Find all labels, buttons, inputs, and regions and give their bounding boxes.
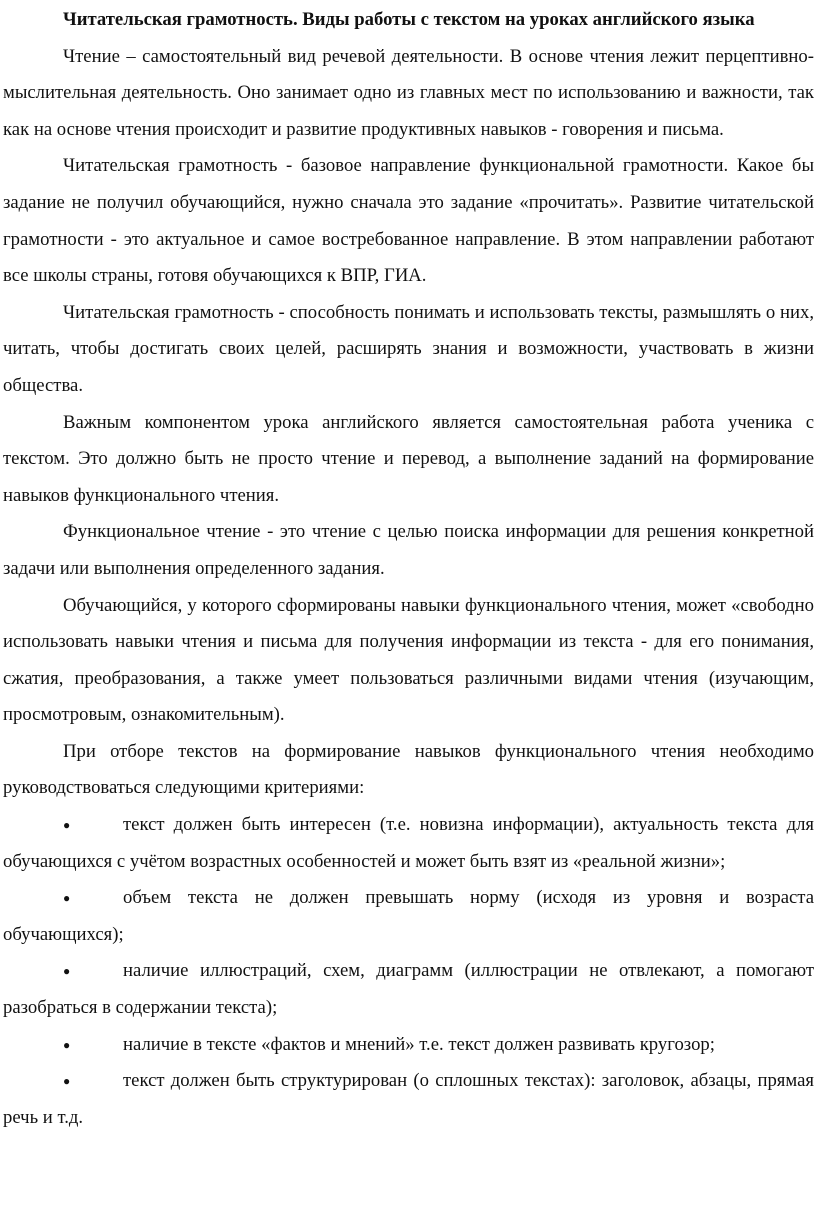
criteria-item-text: наличие в тексте «фактов и мнений» т.е. текст должен развивать кругозор; xyxy=(123,1033,715,1055)
bullet-icon: ● xyxy=(63,891,71,906)
criteria-item-text: объем текста не должен превышать норму (исходя из уровня и возраста обучающихся); xyxy=(3,887,814,945)
bullet-icon: ● xyxy=(63,964,71,979)
criteria-item xyxy=(3,1027,814,1064)
criteria-item xyxy=(3,1063,814,1136)
criteria-item-text: текст должен быть интересен (т.е. новизна информации), актуальность текста для обучающихся с учётом возрастных особенностей и может быть взят из «реальной жизни»; xyxy=(3,814,814,872)
document-title: Читательская грамотность. Виды работы с текстом на уроках английского языка xyxy=(63,9,755,30)
paragraph-reading-definition: Чтение – самостоятельный вид речевой деятельности. В основе чтения лежит перцептивно-мыслительная деятельность. Оно занимает одно из главных мест по использованию и важности, так как на основе чтения происходит и развитие продуктивных навыков - говорения и письма. xyxy=(3,45,814,140)
criteria-item xyxy=(3,953,814,1026)
paragraph-text-selection: При отборе текстов на формирование навыков функционального чтения необходимо руководствоваться следующими критериями: xyxy=(3,740,814,799)
paragraph-independent-work: Важным компонентом урока английского является самостоятельная работа ученика с текстом. Это должно быть не просто чтение и перевод, а выполнение заданий на формирование навыков функционального чтения. xyxy=(3,411,814,506)
bullet-icon: ● xyxy=(63,1037,71,1052)
bullet-icon: ● xyxy=(63,1074,71,1089)
criteria-item xyxy=(3,807,814,880)
paragraph-functional-reading: Функциональное чтение - это чтение с целью поиска информации для решения конкретной задачи или выполнения определенного задания. xyxy=(3,521,814,579)
criteria-item-text: наличие иллюстраций, схем, диаграмм (иллюстрации не отвлекают, а помогают разобраться в содержании текста); xyxy=(3,960,814,1019)
criteria-item-text: текст должен быть структурирован (о сплошных текстах): заголовок, абзацы, прямая речь и т.д. xyxy=(3,1070,814,1128)
bullet-icon: ● xyxy=(63,818,71,833)
criteria-list xyxy=(3,807,814,1136)
paragraph-functional-skills: Обучающийся, у которого сформированы навыки функционального чтения, может «свободно использовать навыки чтения и письма для получения информации из текста - для его понимания, сжатия, преобразования, а также умеет пользоваться различными видами чтения (изучающим, просмотровым, ознакомительным). xyxy=(3,594,814,726)
paragraph-reading-literacy-definition: Читательская грамотность - способность понимать и использовать тексты, размышлять о них, читать, чтобы достигать своих целей, расширять знания и возможности, участвовать в жизни общества. xyxy=(3,301,814,396)
paragraph-reading-literacy-basis: Читательская грамотность - базовое направление функциональной грамотности. Какое бы задание не получил обучающийся, нужно сначала это задание «прочитать». Развитие читательской грамотности - это актуальное и самое востребованное направление. В этом направлении работают все школы страны, готовя обучающихся к ВПР, ГИА. xyxy=(3,155,814,287)
criteria-item xyxy=(3,880,814,953)
